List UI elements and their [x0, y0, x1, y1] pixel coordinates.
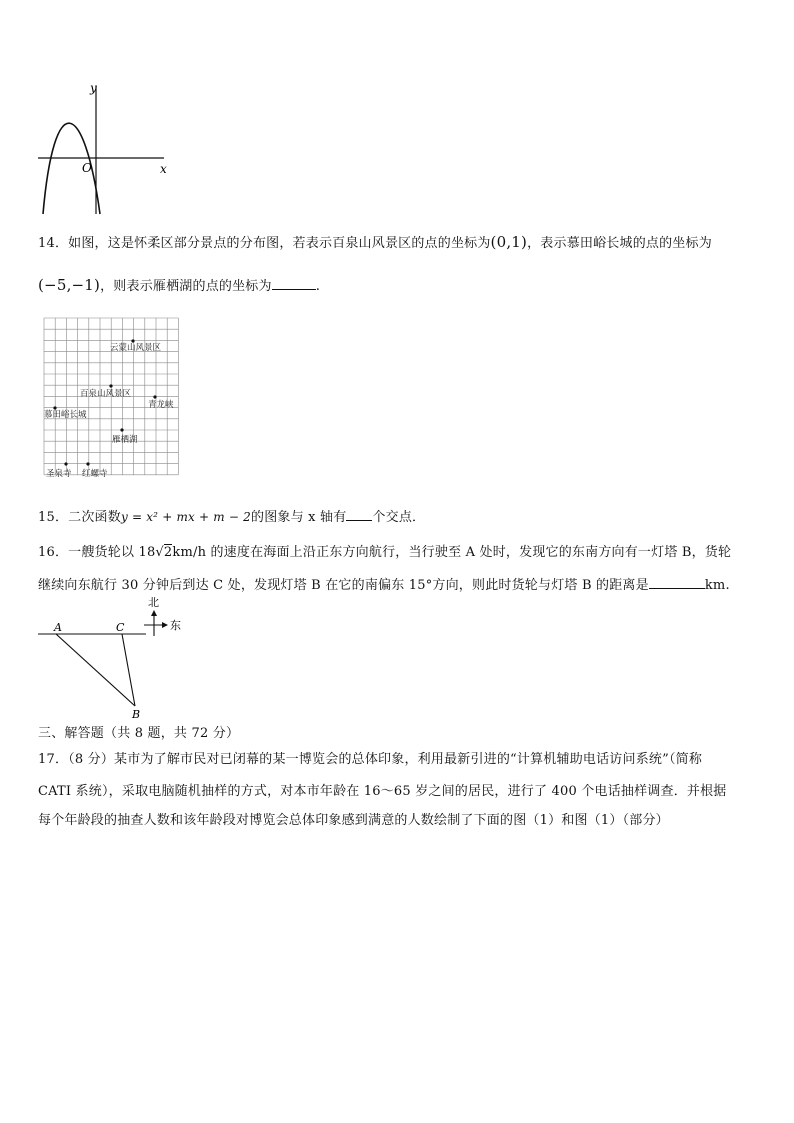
q15-text-a: 15．二次函数	[38, 510, 121, 525]
x-axis-label: x	[160, 162, 167, 176]
q14-coord-a: (0,1)	[490, 233, 528, 251]
q16-line1	[38, 541, 731, 560]
sqrt-symbol: √	[155, 545, 164, 560]
q15-line	[38, 506, 425, 525]
scenic-map	[42, 316, 182, 482]
label-mutianyu: 慕田峪长城	[44, 410, 87, 420]
map-point	[153, 395, 156, 398]
label-baiquan: 百泉山风景区	[80, 389, 132, 399]
east-label: 东	[170, 619, 181, 632]
parabola-graph	[36, 78, 176, 218]
q16-text-1b: km/h 的速度在海面上沿正东方向航行，当行驶至 A 处时，发现它的东南方向有一灯塔 B，货轮	[172, 545, 732, 560]
section-3-title: 三、解答题（共 8 题，共 72 分）	[38, 726, 240, 741]
q15-answer-blank	[346, 519, 372, 521]
q16-answer-blank	[649, 587, 705, 589]
label-shengquan: 圣泉寺	[46, 469, 72, 479]
q15-text-c: 个交点．	[372, 510, 426, 525]
q16-text-2b: km.	[704, 578, 730, 593]
q14-answer-blank	[272, 288, 316, 290]
q14-text-d: .	[315, 279, 321, 294]
line-ab	[56, 634, 135, 706]
q16-text-1a: 16．一艘货轮以 18	[38, 545, 156, 560]
map-point	[109, 384, 112, 387]
label-yanqi: 雁栖湖	[112, 435, 138, 445]
q17-line2: CATI 系统），采取电脑随机抽样的方式，对本市年龄在 16～65 岁之间的居民，进行了 400 个电话抽样调查．并根据	[38, 784, 727, 799]
origin-label: O	[82, 161, 92, 175]
q16-text-2a: 继续向东航行 30 分钟后到达 C 处，发现灯塔 B 在它的南偏东 15°方向，则此时货轮与灯塔 B 的距离是	[38, 578, 649, 593]
point-c-label: C	[116, 621, 125, 634]
q14-text-b: ，表示慕田峪长城的点的坐标为	[527, 236, 712, 251]
point-a-label: A	[54, 621, 62, 634]
q14-text-c: ，则表示雁栖湖的点的坐标为	[100, 279, 272, 294]
north-label: 北	[148, 596, 159, 609]
point-b-label: B	[132, 708, 141, 721]
q15-formula: y = x² + mx + m − 2	[120, 510, 252, 524]
q17-line1: 17．（8 分）某市为了解市民对已闭幕的某一博览会的总体印象，利用最新引进的“计算机辅助电话访问系统”（简称	[38, 752, 703, 767]
q17-line3: 每个年龄段的抽查人数和该年龄段对博览会总体印象感到满意的人数绘制了下面的图（1）和图（1）（部分）	[38, 813, 669, 828]
navigation-figure	[36, 594, 196, 724]
q14-text-a: 14．如图，这是怀柔区部分景点的分布图，若表示百泉山风景区的点的坐标为	[38, 236, 491, 251]
y-axis-label: y	[90, 81, 97, 95]
q14-coord-b: (−5,−1)	[38, 276, 101, 294]
map-point	[64, 462, 67, 465]
q14-line1	[38, 232, 712, 251]
east-arrow-icon	[162, 622, 168, 628]
label-qinglong: 青龙峡	[148, 400, 174, 410]
map-point	[120, 428, 123, 431]
q16-line2	[38, 574, 730, 593]
north-arrow-icon	[151, 610, 157, 616]
label-hongluo: 红螺寺	[82, 469, 108, 479]
q14-line2	[38, 275, 320, 294]
q15-text-b: 的图象与 x 轴有	[251, 510, 347, 525]
sqrt-argument: 2	[163, 545, 173, 560]
map-point	[86, 462, 89, 465]
label-yunmeng: 云蒙山风景区	[110, 343, 162, 353]
